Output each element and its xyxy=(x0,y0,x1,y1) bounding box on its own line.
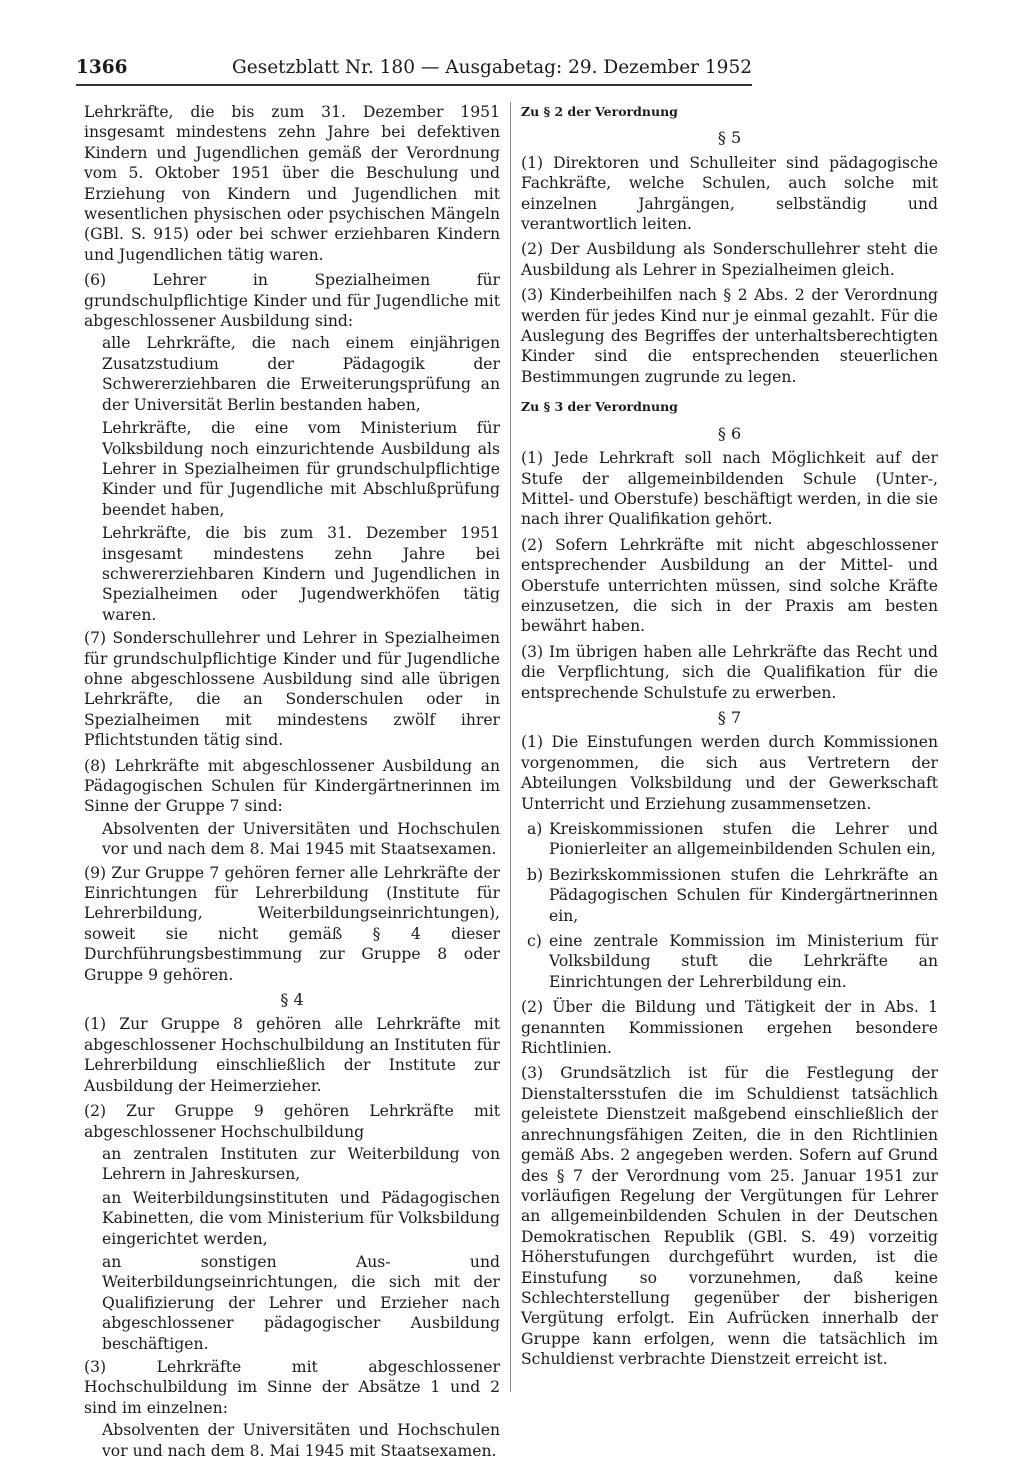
paragraph: Lehrkräfte, die bis zum 31. Dezember 1951 insgesamt mindestens zehn Jahre bei defektiven Kindern und Jugendlichen gemäß der Verordnung vom 5. Oktober 1951 über die Beschulung und Erziehung von Kindern und Jugendlichen mit wesentlichen physischen oder psychischen Mängeln (GBl. S. 915) oder bei schwer erziehbaren Kindern und Jugendlichen tätig waren. xyxy=(84,103,500,264)
list-label: c) xyxy=(527,932,542,951)
list-item-a xyxy=(521,819,938,860)
section-heading-7: § 7 xyxy=(717,707,742,727)
section-4-paragraph-2-item: an sonstigen Aus- und Weiterbildungseinrichtungen, die sich mit der Qualifizierung der Lehrer und Erzieher nach abgeschlossener pädagogischer Ausbildung beschäftigen. xyxy=(102,1252,500,1353)
paragraph-8-item: Absolventen der Universitäten und Hochschulen vor und nach dem 8. Mai 1945 mit Staatsexamen. xyxy=(102,819,500,859)
section-6-paragraph-3: (3) Im übrigen haben alle Lehrkräfte das Recht und die Verpflichtung, sich die Qualifikation für die entsprechende Schulstufe zu erwerben. xyxy=(521,642,938,702)
list-text: Kreiskommissionen stufen die Lehrer und Pionierleiter an allgemeinbildenden Schulen ein, xyxy=(549,820,938,859)
paragraph-6-item: alle Lehrkräfte, die nach einem einjährigen Zusatzstudium der Pädagogik der Schwererziehbaren die Erweiterungsprüfung an der Universität Berlin bestanden haben, xyxy=(102,334,500,414)
paragraph-6-item: Lehrkräfte, die bis zum 31. Dezember 1951 insgesamt mindestens zehn Jahre bei schwererziehbaren Kindern und Jugendlichen in Spezialheimen oder Jugendwerkhöfen tätig waren. xyxy=(102,524,500,624)
list-text: Bezirkskommissionen stufen die Lehrkräfte an Pädagogischen Schulen für Kindergärtnerinnen ein, xyxy=(549,865,938,925)
list-label: a) xyxy=(527,820,543,838)
page-header xyxy=(76,56,752,84)
section-7-paragraph-2: (2) Über die Bildung und Tätigkeit der in Abs. 1 genannten Kommissionen ergehen besondere Richtlinien. xyxy=(521,998,938,1058)
paragraph-6: (6) Lehrer in Spezialheimen für grundschulpflichtige Kinder und für Jugendliche mit abgeschlossener Ausbildung sind: xyxy=(84,271,500,331)
list-label: b) xyxy=(527,865,544,884)
subheading-zu-3: Zu § 3 der Verordnung xyxy=(521,399,678,415)
page-number: 1366 xyxy=(76,57,128,78)
section-4-paragraph-1: (1) Zur Gruppe 8 gehören alle Lehrkräfte mit abgeschlossener Hochschulbildung an Instituten für Lehrerbildung einschließlich der Institute zur Ausbildung der Heimerzieher. xyxy=(84,1015,500,1095)
section-4-paragraph-2-item: an Weiterbildungsinstituten und Pädagogischen Kabinetten, die vom Ministerium für Volksbildung eingerichtet werden, xyxy=(102,1188,500,1248)
section-6-paragraph-1: (1) Jede Lehrkraft soll nach Möglichkeit auf der Stufe der allgemeinbildenden Schule (Unter-, Mittel- und Oberstufe) beschäftigt werden, in die sie nach ihrer Qualifikation gehört. xyxy=(521,449,938,529)
section-4-paragraph-3-item: Absolventen der Universitäten und Hochschulen vor und nach dem 8. Mai 1945 mit Staatsexamen. xyxy=(102,1421,500,1460)
subheading-zu-2: Zu § 2 der Verordnung xyxy=(521,104,678,119)
paragraph-8: (8) Lehrkräfte mit abgeschlossener Ausbildung an Pädagogischen Schulen für Kindergärtnerinnen im Sinne der Gruppe 7 sind: xyxy=(84,756,500,816)
list-item-c xyxy=(521,931,938,992)
left-column xyxy=(84,102,500,1464)
list-text: eine zentrale Kommission im Ministerium für Volksbildung stuft die Lehrkräfte an Einrichtungen der Lehrerbildung ein. xyxy=(549,932,938,991)
section-7-paragraph-1: (1) Die Einstufungen werden durch Kommissionen vorgenommen, die sich aus Vertretern der Abteilungen Volksbildung und der Gewerkschaft Unterricht und Erziehung zusammensetzen. xyxy=(521,733,938,813)
section-heading-6: § 6 xyxy=(717,423,742,443)
list-item-b xyxy=(521,865,938,926)
paragraph-9: (9) Zur Gruppe 7 gehören ferner alle Lehrkräfte der Einrichtungen für Lehrerbildung (Institute für Lehrerbildung, Weiterbildungseinrichtungen), soweit sie nicht gemäß § 4 dieser Durchführungsbestimmung zur Gruppe 8 oder Gruppe 9 gehören. xyxy=(84,863,500,984)
section-7-paragraph-3: (3) Grundsätzlich ist für die Festlegung der Dienstaltersstufen die im Schuldienst tatsächlich geleistete Dienstzeit maßgebend einschließlich der anrechnungsfähigen Zeiten, die in den Richtlinien gemäß Abs. 2 angegeben werden. Sofern auf Grund des § 7 der Verordnung vom 25. Januar 1951 zur vorläufigen Regelung der Vergütungen für Lehrer an allgemeinbildenden Schulen in der Deutschen Demokratischen Republik (GBl. S. 49) vorzeitig Höherstufungen durchgeführt wurden, ist die Einstufung so vorzunehmen, daß keine Schlechterstellung gegenüber der bisherigen Vergütung erfolgt. Ein Aufrücken innerhalb der Gruppe kann erfolgen, wenn die tatsächlich im Schuldienst verbrachte Dienstzeit erreicht ist. xyxy=(521,1064,938,1369)
right-column xyxy=(521,102,938,1375)
section-heading-5: § 5 xyxy=(717,128,742,148)
gazette-title: Gesetzblatt Nr. 180 — Ausgabetag: 29. Dezember 1952 xyxy=(232,57,752,78)
section-5-paragraph-2: (2) Der Ausbildung als Sonderschullehrer steht die Ausbildung als Lehrer in Spezialheimen gleich. xyxy=(521,240,938,279)
section-4-paragraph-2-item: an zentralen Instituten zur Weiterbildung von Lehrern in Jahreskursen, xyxy=(102,1144,500,1184)
section-6-paragraph-2: (2) Sofern Lehrkräfte mit nicht abgeschlossener entsprechender Ausbildung an der Mittel- und Oberstufe unterrichten müssen, sind solche Kräfte einzusetzen, die sich in der Praxis am besten bewährt haben. xyxy=(521,535,938,636)
header-rule xyxy=(76,84,752,86)
column-divider xyxy=(510,102,511,1392)
section-4-paragraph-3: (3) Lehrkräfte mit abgeschlossener Hochschulbildung im Sinne der Absätze 1 und 2 sind im einzelnen: xyxy=(84,1357,500,1417)
section-5-paragraph-1: (1) Direktoren und Schulleiter sind pädagogische Fachkräfte, welche Schulen, auch solche mit einzelnen Jahrgängen, selbständig und verantwortlich leiten. xyxy=(521,153,938,234)
paragraph-7: (7) Sonderschullehrer und Lehrer in Spezialheimen für grundschulpflichtige Kinder und für Jugendliche ohne abgeschlossene Ausbildung sind alle übrigen Lehrkräfte, die an Sonderschulen oder in Spezialheimen mit mindestens zwölf ihrer Pflichtstunden tätig sind. xyxy=(84,629,500,750)
paragraph-6-item: Lehrkräfte, die eine vom Ministerium für Volksbildung noch einzurichtende Ausbildung als Lehrer in Spezialheimen für grundschulpflichtige Kinder und für Jugendliche mit Abschlußprüfung beendet haben, xyxy=(102,419,500,519)
section-5-paragraph-3: (3) Kinderbeihilfen nach § 2 Abs. 2 der Verordnung werden für jedes Kind nur je einmal gezahlt. Für die Auslegung des Begriffes der unterhaltsberechtigten Kinder sind die entsprechenden steuerlichen Bestimmungen zugrunde zu legen. xyxy=(521,286,938,386)
section-heading-4: § 4 xyxy=(280,990,304,1010)
section-4-paragraph-2: (2) Zur Gruppe 9 gehören Lehrkräfte mit abgeschlossener Hochschulbildung xyxy=(84,1102,500,1141)
